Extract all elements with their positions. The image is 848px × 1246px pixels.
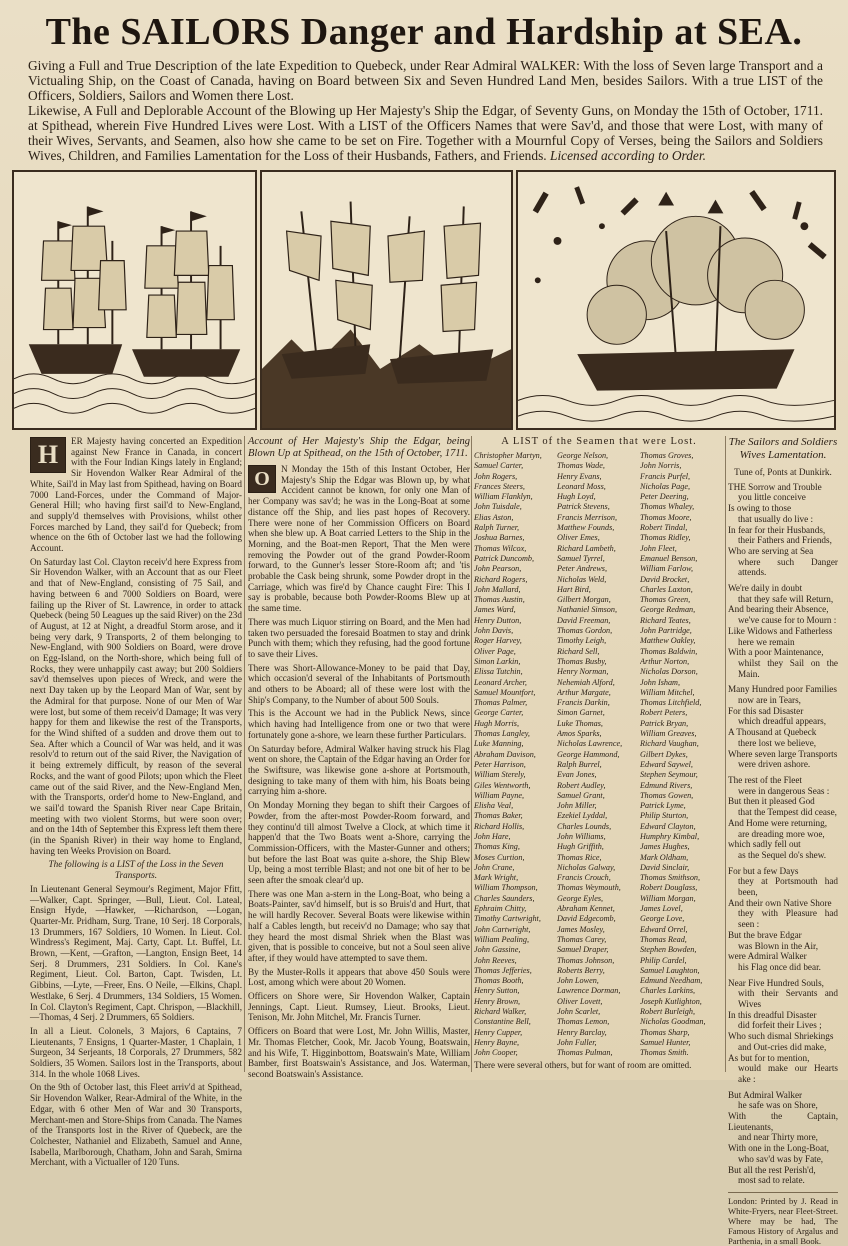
- verse-line: With a poor Maintenance,: [728, 647, 824, 658]
- verse-line: And bearing their Absence,: [728, 604, 829, 615]
- edgar-paragraph-2: There was much Liquor stirring on Board, and the Men had taken two persuaded the foresaid Boatmen to stay and drink Punch with them; which they refusing, had the good fortune to save their Lives.: [248, 616, 470, 659]
- seaman-name-a-23: Samuel Mountfort,: [474, 687, 536, 697]
- officers-on-shore: Officers on Shore were, Sir Hovendon Walker, Captain Jennings, Capt. Lieut. Rumsey, Lieut. Brooks, Lieut. Tenison, Mr. John Mitchel, Mr. Francis Turner.: [248, 991, 470, 1023]
- verse-line: did forfeit their Lives ;: [738, 1020, 822, 1031]
- verse-line: that the Tempest did cease,: [738, 807, 837, 818]
- seaman-name-b-34: John Miller,: [557, 801, 597, 811]
- seaman-name-c-12: David Brocket,: [640, 574, 690, 584]
- verse-line: with their Servants and Wives: [738, 988, 838, 1010]
- seaman-name-a-44: Ephraim Chitty,: [474, 904, 527, 914]
- seaman-name-a-45: Timothy Cartwright,: [474, 914, 541, 924]
- seaman-name-b-33: Samuel Grant,: [557, 790, 605, 800]
- seaman-name-b-50: Roberts Berry,: [557, 965, 605, 975]
- seaman-name-a-30: Peter Harrison,: [474, 759, 526, 769]
- seaman-name-a-5: John Tuisdale,: [474, 502, 522, 512]
- seaman-name-c-51: Edmund Needham,: [640, 976, 703, 986]
- seaman-name-c-50: Samuel Laughton,: [640, 965, 700, 975]
- officers-lost: Officers on Board that were Lost, Mr. John Willis, Master, Mr. Thomas Fletcher, Cook, Mr. Jacob Young, Boatswain, and his Wife, T. Higginbottom, Boatswain's Mate, William Bamber, first Boatswain's Assistance, and Jos. Waterman, second Boatswain's Assistance.: [248, 1026, 470, 1079]
- seaman-name-c-37: Humphry Kimbal,: [640, 831, 700, 841]
- seaman-name-c-16: Richard Teates,: [640, 615, 691, 625]
- seaman-name-c-27: William Greaves,: [640, 729, 697, 739]
- verse-line: were driven ashore.: [738, 759, 811, 770]
- seaman-name-b-27: Amos Sparks,: [557, 729, 602, 739]
- verse-line: that they safe will Return,: [738, 593, 834, 604]
- seaman-name-b-25: Simon Garnet,: [557, 708, 605, 718]
- verse-line: With one in the Long-Boat,: [728, 1143, 829, 1154]
- seaman-name-b-7: Matthew Founds,: [557, 523, 615, 533]
- verse-line: were Admiral Walker: [728, 951, 807, 962]
- seaman-name-b-40: Nicholas Galway,: [557, 862, 616, 872]
- expedition-paragraph-1-text: ER Majesty having concerted an Expedition against New France in Canada, in concert with the Four Indian Kings lately in England; Sir Hovendon Walker Rear Admiral of the White, Sail'd in May last from Spithead, having on Board 7000 Land-Forces, under the Command of Major-General Hill; who having first sail'd to New-England, and supply'd themselves with Provisions, whilst other Forces marched by Land, they sail'd for Quebeck; from whence on the 6th of October last we had the following Account.: [30, 436, 242, 554]
- seaman-name-c-38: James Hughes,: [640, 842, 690, 852]
- column-rule-1: [244, 436, 245, 1072]
- seaman-name-b-23: Arthur Margate,: [557, 687, 611, 697]
- seaman-name-a-26: Hugh Morris,: [474, 718, 520, 728]
- seaman-name-c-53: Joseph Kutlighton,: [640, 996, 702, 1006]
- seaman-name-a-13: John Mallard,: [474, 584, 521, 594]
- seaman-name-a-28: Luke Manning,: [474, 739, 524, 749]
- seaman-name-b-58: Thomas Pulman,: [557, 1048, 613, 1058]
- seaman-name-b-30: Ralph Burrel,: [557, 759, 602, 769]
- seaman-name-a-48: John Gassine,: [474, 945, 521, 955]
- seaman-name-c-57: Samuel Hunter,: [640, 1037, 691, 1047]
- seaman-name-c-34: Patrick Lyme,: [640, 801, 686, 811]
- seaman-name-a-56: Henry Cupper,: [474, 1027, 523, 1037]
- verse-line: were in dangerous Seas :: [738, 785, 830, 796]
- verse-line: which sadly fell out: [728, 839, 801, 850]
- seaman-name-c-18: Matthew Oakley,: [640, 636, 696, 646]
- seaman-name-a-53: Henry Brown,: [474, 996, 521, 1006]
- seaman-name-b-14: Gilbert Morgan,: [557, 595, 611, 605]
- seaman-name-c-28: Richard Vaughan,: [640, 739, 699, 749]
- seaman-name-a-22: Leonard Archer,: [474, 677, 527, 687]
- seaman-name-a-15: James Ward,: [474, 605, 516, 615]
- seaman-name-a-34: Elisha Veal,: [474, 801, 514, 811]
- verse-line: With the Captain, Lieutenants,: [728, 1111, 838, 1132]
- verse-line: Like Widows and Fatherless: [728, 625, 833, 636]
- seaman-name-a-42: William Thompson,: [474, 883, 538, 893]
- seaman-name-c-40: David Sinclair,: [640, 862, 690, 872]
- seaman-name-a-52: Henry Sutton,: [474, 986, 520, 996]
- seaman-name-a-50: Thomas Jefferies,: [474, 965, 532, 975]
- column-rule-3: [725, 436, 726, 1072]
- seaman-name-a-12: Richard Rogers,: [474, 574, 528, 584]
- seamen-names-column-1: [474, 451, 554, 1059]
- verse-line: now are in Tears,: [738, 695, 801, 706]
- edgar-paragraph-8: By the Muster-Rolls it appears that above 450 Souls were Lost, among which were about 20 Women.: [248, 966, 470, 988]
- seaman-name-c-55: Nicholas Goodman,: [640, 1017, 706, 1027]
- seaman-name-a-46: John Cartwright,: [474, 924, 531, 934]
- seaman-name-c-39: Mark Oldham,: [640, 852, 689, 862]
- seamen-names-column-3: [640, 451, 720, 1059]
- seaman-name-a-49: John Reeves,: [474, 955, 517, 965]
- seaman-name-c-48: Stephen Bowden,: [640, 945, 697, 955]
- seaman-name-b-9: Richard Lambeth,: [557, 543, 616, 553]
- edgar-paragraph-1-text: N Monday the 15th of this Instant October, Her Majesty's Ship the Edgar was Blown up, by what Accident cannot be known, for only one Man of her Company was sav'd; he was in the Long-Boat at some distance off the Ship, and lies past hopes of Recovery. There were none of her Commission Officers on Board when she blew up. A Boat carried Letters to the Ship in the Morning, and the Boat-men Report, That the Men were removing the Powder out of the grand Powder-Room forward, to the Gunner's lesser Store-Room aft; and 'tis probable the Cask being shrunk, some Powder dropt in the Carriage, which was fire'd by Chance caught Fire: This I say is probable, because both Powder-Rooms Blew up at the same time.: [248, 464, 470, 614]
- lamentation-stanza-1: [728, 583, 838, 679]
- edgar-paragraph-1: [248, 464, 470, 614]
- seaman-name-a-4: William Flanklyn,: [474, 492, 533, 502]
- seaman-name-c-15: George Redman,: [640, 605, 696, 615]
- seaman-name-a-39: Moses Curtion,: [474, 852, 525, 862]
- verse-line: which dreadful appears,: [738, 716, 827, 727]
- seaman-name-c-44: James Lovel,: [640, 904, 683, 914]
- verse-line: In fear for their Husbands,: [728, 524, 826, 535]
- seaman-name-a-9: Thomas Wilcox,: [474, 543, 527, 553]
- verse-line: his Flag once did bear.: [738, 961, 821, 972]
- seaman-name-a-32: Giles Wentworth,: [474, 780, 531, 790]
- seamen-list-footer: There were several others, but for want of room are omitted.: [474, 1059, 692, 1070]
- verse-line: here we remain: [738, 636, 795, 647]
- seaman-name-c-33: Thomas Gowen,: [640, 790, 694, 800]
- edgar-paragraph-5: On Saturday before, Admiral Walker having struck his Flag went on shore, the Captain of the Edgar having an Order for the Swiftsure, was likewise gone a-shore at Portsmouth, designing to take many of them with him, his Boats being carrying him a-shore.: [248, 743, 470, 797]
- seaman-name-a-0: Christopher Martyn,: [474, 451, 542, 460]
- seaman-name-b-16: David Freeman,: [557, 615, 611, 625]
- printer-imprint: London: Printed by J. Read in White-Fryers, near Fleet-Street. Where may be had, The Famous History of Argalus and Parthenia, in a small Book.: [728, 1192, 838, 1246]
- verse-line: Who such dismal Shriekings: [728, 1031, 834, 1042]
- verse-line: who sav'd was by Fate,: [738, 1153, 824, 1164]
- seaman-name-a-41: Mark Wright,: [474, 873, 519, 883]
- seaman-name-c-7: Robert Tindal,: [640, 523, 688, 533]
- verse-line: For but a few Days: [728, 865, 799, 876]
- seaman-name-c-2: Francis Purfel,: [640, 471, 691, 481]
- seaman-name-b-46: James Mosley,: [557, 924, 605, 934]
- seaman-name-c-56: Thomas Sharp,: [640, 1027, 690, 1037]
- verse-line: there lost we believe,: [738, 737, 817, 748]
- edgar-paragraph-4: This is the Account we had in the Publick News, since which having had Intelligence from one or two that were fortunately gone a-shore, we learn these further Particulars.: [248, 708, 470, 740]
- verse-line: Who are serving at Sea: [728, 545, 814, 556]
- seaman-name-c-29: Gilbert Dykes,: [640, 749, 688, 759]
- seaman-name-c-31: Stephen Seymour,: [640, 770, 698, 780]
- seaman-name-b-57: John Fuller,: [557, 1037, 597, 1047]
- page-title: The SAILORS Danger and Hardship at SEA.: [45, 11, 803, 53]
- seaman-name-a-27: Thomas Langley,: [474, 729, 530, 739]
- seaman-name-b-53: Oliver Lovett,: [557, 996, 603, 1006]
- seaman-name-c-58: Thomas Smith.: [640, 1048, 689, 1058]
- seaman-name-c-42: Robert Douglass,: [640, 883, 698, 893]
- seaman-name-b-37: John Williams,: [557, 831, 606, 841]
- seaman-name-a-54: Richard Walker,: [474, 1007, 527, 1017]
- verse-line: But Admiral Walker: [728, 1089, 803, 1100]
- lamentation-title: The Sailors and Soldiers Wives Lamentation.: [728, 436, 838, 461]
- seaman-name-c-49: Philip Cardel,: [640, 955, 687, 965]
- seaman-name-c-8: Thomas Ridley,: [640, 533, 691, 543]
- seaman-name-c-17: John Partridge,: [640, 626, 692, 636]
- seaman-name-a-37: John Hare,: [474, 831, 511, 841]
- verse-line: We're daily in doubt: [728, 583, 803, 594]
- seaman-name-c-46: Edward Orrel,: [640, 924, 688, 934]
- seaman-name-a-19: Oliver Page,: [474, 646, 516, 656]
- seaman-name-a-2: John Rogers,: [474, 471, 518, 481]
- seaman-name-b-20: Thomas Busby,: [557, 656, 607, 666]
- fleet-arrival-paragraph: On the 9th of October last, this Fleet arriv'd at Spithead, Sir Hovendon Walker, Rear-Admiral of the White, in the Edgar, with 6 other Men of War and 30 Transports, Merchant-men and Store-Ships from Canada. The Names of the Transports lost in the River of Quebeck, are the Colchester, Nathaniel and Elizabeth, Samuel and Anne, Isabella, Marlborough, Chatham, John and Sarah, Smirna Merchant, with a Victualler of 120 Tuns.: [30, 1082, 242, 1168]
- seaman-name-a-57: Henry Bayne,: [474, 1037, 520, 1047]
- seaman-name-a-6: Elias Aston,: [474, 512, 514, 522]
- seaman-name-c-26: Patrick Bryan,: [640, 718, 689, 728]
- verse-line: As but for to mention,: [728, 1052, 810, 1063]
- verse-line: But the brave Edgar: [728, 929, 802, 940]
- seaman-name-b-42: Thomas Weymouth,: [557, 883, 621, 893]
- seaman-name-b-6: Francis Merrison,: [557, 512, 618, 522]
- column-seamen-list: [474, 436, 724, 1070]
- verse-line: and Out-cries did make,: [738, 1041, 827, 1052]
- edgar-heading: Account of Her Majesty's Ship the Edgar, being Blown Up at Spithead, on the 15th of October, 1711.: [248, 436, 470, 459]
- seaman-name-b-0: George Nelson,: [557, 451, 609, 460]
- column-edgar-account: [248, 436, 470, 1083]
- seaman-name-c-32: Edmund Rivers,: [640, 780, 693, 790]
- seamen-names-grid: [474, 451, 724, 1059]
- seaman-name-a-33: William Payne,: [474, 790, 525, 800]
- verse-line: was Blown in the Air,: [738, 940, 819, 951]
- seaman-name-b-31: Evan Jones,: [557, 770, 597, 780]
- seaman-name-a-51: Thomas Booth,: [474, 976, 524, 986]
- seaman-name-a-17: John Davis,: [474, 626, 514, 636]
- seaman-name-a-1: Samuel Carter,: [474, 461, 524, 471]
- seaman-name-a-40: John Crane,: [474, 862, 515, 872]
- seaman-name-c-11: William Farlow,: [640, 564, 694, 574]
- verse-line: In this dreadful Disaster: [728, 1009, 817, 1020]
- seamen-names-column-2: [557, 451, 637, 1059]
- seaman-name-c-35: Philip Sturton,: [640, 811, 689, 821]
- woodcut-fleet-icon: [12, 170, 257, 430]
- seaman-name-c-13: Charles Laxton,: [640, 584, 693, 594]
- verse-line: they at Portsmouth had been,: [738, 876, 838, 898]
- seaman-name-b-13: Hart Bird,: [557, 584, 591, 594]
- seaman-name-c-43: William Morgan,: [640, 893, 696, 903]
- seaman-name-c-4: Peter Deering,: [640, 492, 689, 502]
- seaman-name-c-21: Nicholas Dorson,: [640, 667, 698, 677]
- seaman-name-a-14: Thomas Austin,: [474, 595, 525, 605]
- seaman-name-a-25: George Carter,: [474, 708, 524, 718]
- seamen-list-heading: A LIST of the Seamen that were Lost.: [501, 436, 697, 447]
- verse-line: The rest of the Fleet: [728, 774, 802, 785]
- seaman-name-c-5: Thomas Whaley,: [640, 502, 695, 512]
- seaman-name-b-18: Timothy Leigh,: [557, 636, 607, 646]
- verse-line: you little conceive: [738, 492, 806, 503]
- seaman-name-b-3: Leonard Moss,: [557, 481, 606, 491]
- seaman-name-a-3: Frances Steers,: [474, 481, 525, 491]
- seaman-name-c-14: Thomas Green,: [640, 595, 691, 605]
- seaman-name-b-38: Hugh Griffith,: [557, 842, 604, 852]
- edgar-paragraph-7: There was one Man a-stern in the Long-Boat, who being a Boats-Painter, sav'd himself, but is so Bruis'd and Hurt, that he will hardly Recover. Several Boats were likewise within half a Cables length, but receiv'd no Damage; who say that they heard the most dismal Shriek when the Blast was given, that is possible to conceive, but not a Soul seen alive after, if they would have attempted to save them.: [248, 888, 470, 963]
- seaman-name-b-43: George Eyles,: [557, 893, 604, 903]
- verse-line: A Thousand at Quebeck: [728, 727, 817, 738]
- verse-line: would make our Hearts ake :: [738, 1063, 838, 1084]
- seaman-name-c-52: Charles Larkins,: [640, 986, 696, 996]
- subtitle-block: [28, 58, 823, 163]
- verse-line: But all the rest Perish'd,: [728, 1164, 816, 1175]
- seaman-name-b-41: Francis Crouch,: [557, 873, 611, 883]
- column-lamentation: [728, 436, 838, 1246]
- verse-line: we've cause for to Mourn :: [738, 615, 837, 626]
- seaman-name-c-25: Robert Peters,: [640, 708, 688, 718]
- seaman-name-b-55: Thomas Lemon,: [557, 1017, 610, 1027]
- transport-loss-totals: In all a Lieut. Colonels, 3 Majors, 6 Captains, 7 Lieutenants, 7 Ensigns, 1 Quarter-Master, 1 Chaplain, 1 Surgeon, 34 Serjeants, 18 Corporals, 27 Drummers, 582 Soldiers, 35 Women. Sailors lost in the Transports, about 314. In the whole 1068 Lives.: [30, 1025, 242, 1079]
- seaman-name-c-0: Thomas Groves,: [640, 451, 694, 460]
- seaman-name-a-24: Thomas Palmer,: [474, 698, 528, 708]
- seaman-name-b-54: John Scarlet,: [557, 1007, 601, 1017]
- seaman-name-a-29: Abraham Davison,: [474, 749, 536, 759]
- subtitle-line-2-text: Likewise, A Full and Deplorable Account of the Blowing up Her Majesty's Ship the Edgar, of Seventy Guns, on Monday the 15th of October, 1711. at Spithead, wherein Five Hundred Lives were Lost. With a LIST of the Officers Names that were Sav'd, and those that were Lost, with many of their Wives, Servants, and Seamen, also how she came to be set on Fire. Together with a Mournful Copy of Verses, being the Sailors and Soldiers Wives, Children, and Families Lamentation for the Loss of their Husbands, Fathers, and Friends.: [28, 103, 823, 163]
- seaman-name-b-49: Thomas Johnson,: [557, 955, 615, 965]
- seaman-name-a-16: Henry Dutton,: [474, 615, 522, 625]
- verse-line: For this sad Disaster: [728, 705, 804, 716]
- seaman-name-c-20: Arthur Norton,: [640, 656, 690, 666]
- verse-line: Is owing to those: [728, 503, 792, 514]
- seaman-name-b-48: Samuel Draper,: [557, 945, 609, 955]
- seaman-name-c-10: Emanuel Benson,: [640, 553, 698, 563]
- seaman-name-a-8: Joshua Barnes,: [474, 533, 525, 543]
- seaman-name-a-18: Roger Harvey,: [474, 636, 522, 646]
- seaman-name-b-22: Nehemiah Alford,: [557, 677, 615, 687]
- edgar-paragraph-6: On Monday Morning they began to shift their Cargoes of Powder, from the after-most Powder-Room forward, and they continu'd till almost Twelve a Clock, at which time it happen'd that the Two Boats went a-Shore, carrying the Commission-Officers, with the Master-Gunner and others; but before the last Boat was quite a-shore, the Ship Blew Up, being a most terrible Blast; and not one bit of her to be seen after the smoak clear'd up.: [248, 800, 470, 886]
- seaman-name-b-45: David Edgecomb,: [557, 914, 616, 924]
- seaman-name-b-12: Nicholas Weld,: [557, 574, 607, 584]
- verse-line: where such Danger attends.: [738, 556, 838, 578]
- seaman-name-c-19: Thomas Baldwin,: [640, 646, 698, 656]
- seaman-name-c-30: Edward Saywel,: [640, 759, 693, 769]
- verse-line: And their own Native Shore: [728, 897, 832, 908]
- lamentation-verses: [728, 482, 838, 1186]
- subtitle-line-2: [28, 103, 823, 163]
- lamentation-stanza-2: [728, 684, 838, 770]
- seaman-name-b-19: Richard Sell,: [557, 646, 600, 656]
- seaman-name-b-15: Nathaniel Simson,: [557, 605, 618, 615]
- seaman-name-c-47: Thomas Read,: [640, 934, 687, 944]
- seaman-name-b-1: Thomas Wade,: [557, 461, 605, 471]
- licensed-note: Licensed according to Order.: [550, 148, 706, 163]
- verse-line: that usually do live :: [738, 513, 814, 524]
- lamentation-stanza-6: [728, 1090, 838, 1186]
- lamentation-stanza-4: [728, 866, 838, 973]
- seaman-name-b-5: Patrick Stevens,: [557, 502, 610, 512]
- column-rule-2: [471, 436, 472, 1072]
- seaman-name-b-51: John Lowen,: [557, 976, 599, 986]
- seaman-name-c-1: John Norris,: [640, 461, 682, 471]
- transport-loss-heading: The following is a LIST of the Loss in the Seven Transports.: [48, 859, 224, 881]
- seaman-name-a-55: Constantine Bell,: [474, 1017, 531, 1027]
- seaman-name-b-28: Nicholas Lawrence,: [557, 739, 623, 749]
- seaman-name-b-4: Hugh Loyd,: [557, 492, 596, 502]
- seaman-name-b-39: Thomas Rice,: [557, 852, 602, 862]
- seaman-name-c-41: Thomas Smithson,: [640, 873, 701, 883]
- seaman-name-c-23: William Mitchel,: [640, 687, 695, 697]
- verse-line: are dreading more woe,: [738, 828, 825, 839]
- seaman-name-c-24: Thomas Litchfield,: [640, 698, 702, 708]
- seaman-name-a-43: Charles Saunders,: [474, 893, 535, 903]
- seaman-name-b-44: Abraham Kennet,: [557, 904, 615, 914]
- seaman-name-a-11: John Pearson,: [474, 564, 522, 574]
- seaman-name-c-45: George Love,: [640, 914, 685, 924]
- seaman-name-b-21: Henry Norman,: [557, 667, 609, 677]
- verse-line: But then it pleased God: [728, 796, 815, 807]
- subtitle-line-1: Giving a Full and True Description of the late Expedition to Quebeck, under Rear Admiral WALKER: With the loss of Seven large Transport and a Victualing Ship, on the Coast of Canada, having on Board between Six and Seven Hundred Land Men, besides Sailors. With a true LIST of the Officers, Soldiers, Sailors and Women there Lost.: [28, 58, 823, 103]
- seaman-name-b-11: Peter Andrews,: [557, 564, 608, 574]
- seaman-name-a-21: Elissa Tutchin,: [474, 667, 523, 677]
- seaman-name-b-10: Samuel Tyrrel,: [557, 553, 605, 563]
- seaman-name-c-6: Thomas Moore,: [640, 512, 692, 522]
- seaman-name-b-56: Henry Barclay,: [557, 1027, 607, 1037]
- verse-line: as the Sequel do's shew.: [738, 849, 827, 860]
- lamentation-tune: Tune of, Ponts at Dunkirk.: [734, 467, 832, 477]
- seaman-name-b-8: Oliver Emes,: [557, 533, 600, 543]
- expedition-paragraph-2: On Saturday last Col. Clayton receiv'd here Express from Sir Hovendon Walker, with an Account that as our Fleet and that of New-England, consisting of 75 Sail, and having between 6 and 7000 Soldiers on Board, were failing up the River of St. Lawrence, in order to attack Quebeck (being 50 Leagues up the said River) on the 23d of August, at 12 at Night, a dreadful Storm arose, and it being very dark, 9 Transports, 2 of them belonging to New-England, with 900 Soldiers on Board, were drove on Egg-Island, on the North-shore, which being full of Rocks, they were unhappily cast away; but 200 Soldiers sav'd themselves upon pieces of Wreck, and were the next Day taken up by the Leopard Man of War, sent by the Admiral for that purpose. None of our Men of War were lost, but some of them receiv'd Damage; It was very happy for them and likewise the rest of the Transports, for the Wind shifted of a sudden and drove them out to Sea. After which a Council of War was held, and it was resolv'd to return out of the said River, the Navigation of it being extremely difficult, by reason of the several Rocks, and the want of good Pilots; upon which the Fleet came out of the said River, and the New-England Men, with the Transports, order'd home to New-England, and we sail'd toward the Spanish River near Cape Britain, meeting with two violent Storms, but were soon over; and on the 14th of September this Express left them there (in the Spanish River) in their way home to England, having ten Weeks Provision on Board.: [30, 556, 242, 856]
- seaman-name-a-58: John Cooper,: [474, 1048, 518, 1058]
- seaman-name-b-17: Thomas Gordon,: [557, 626, 613, 636]
- verse-line: whilst they Sail on the Main.: [738, 657, 838, 679]
- verse-line: THE Sorrow and Trouble: [728, 481, 822, 492]
- expedition-paragraph-1: [30, 436, 242, 554]
- seaman-name-b-29: George Hammond,: [557, 749, 620, 759]
- seaman-name-c-3: Nicholas Page,: [640, 481, 691, 491]
- seaman-name-c-36: Edward Clayton,: [640, 821, 696, 831]
- seaman-name-c-9: John Fleet,: [640, 543, 677, 553]
- verse-line: their Fathers and Friends,: [738, 535, 832, 546]
- verse-line: and near Thirty more,: [738, 1132, 818, 1143]
- seaman-name-b-47: Thomas Carey,: [557, 934, 607, 944]
- verse-line: Many Hundred poor Families: [728, 684, 837, 695]
- transport-loss-list: In Lieutenant General Seymour's Regiment, Major Ffitt, —Walker, Capt. Springer, —Bull, Lieut. Col. Lateal, Ensign Hyde, —Hawker, —Richardson, —Logan, Quarter-Mr. Pridham, Surg. Trane, 10 Serj. 18 Corporals, 13 Drummers, 167 Soldiers, 10 Women. In Lieut. Col. Windress's Regiment, Maj. Carty, Capt. Lt. Buffel, Lt. Brown, —Kent, —Grafton, —Langton, Ensign Beet, 14 Serj. 8 Drummers, 231 Soldiers. In Col. Kane's Regiment, Lieut. Col. Barton, Capt. Twisden, Lt. Gibbins, —Lyte, —Freer, Ens. O Neile, —Elkins, Chapl. Westlake, 6 Serj. 4 Drummers, 134 Soldiers, 15 Women. In Col. Clayton's Regiment, Capt. Chrispon, —Blackhill, —Thomas, 4 Serj. 2 Drummers, 65 Soldiers.: [30, 883, 242, 1023]
- seaman-name-a-7: Ralph Turner,: [474, 523, 520, 533]
- seaman-name-a-36: Richard Hollis,: [474, 821, 525, 831]
- seaman-name-b-52: Lawrence Dorman,: [557, 986, 621, 996]
- seaman-name-b-24: Francis Darkin,: [557, 698, 610, 708]
- lamentation-stanza-3: [728, 775, 838, 861]
- verse-line: most sad to relate.: [738, 1175, 805, 1186]
- seaman-name-b-2: Henry Evans,: [557, 471, 602, 481]
- verse-line: Near Five Hundred Souls,: [728, 977, 824, 988]
- seaman-name-b-32: Robert Audley,: [557, 780, 606, 790]
- verse-line: Where seven large Transports: [728, 748, 838, 759]
- seaman-name-c-22: John Isham,: [640, 677, 681, 687]
- column-expedition-account: [30, 436, 242, 1171]
- lamentation-stanza-5: [728, 978, 838, 1085]
- seaman-name-a-20: Simon Larkin,: [474, 656, 521, 666]
- seaman-name-c-54: Robert Burleigh,: [640, 1007, 696, 1017]
- seaman-name-b-26: Luke Thomas,: [557, 718, 603, 728]
- seaman-name-b-36: Charles Lounds,: [557, 821, 612, 831]
- edgar-paragraph-3: There was Short-Allowance-Money to be paid that Day, which occasion'd several of the Inhabitants of Portsmouth and others to be Aboard; all of these were lost with the Ship's Company, to the Number of about 500 Souls.: [248, 662, 470, 705]
- verse-line: they with Pleasure had seen :: [738, 908, 838, 930]
- verse-line: And Home were returning,: [728, 817, 827, 828]
- lamentation-stanza-0: [728, 482, 838, 578]
- dropcap-o: O: [248, 465, 276, 493]
- dropcap-h: H: [30, 437, 66, 473]
- woodcut-wrecked-ships-icon: [260, 170, 513, 430]
- seaman-name-a-10: Patrick Duncomb,: [474, 553, 535, 563]
- verse-line: he safe was on Shore,: [738, 1100, 818, 1111]
- woodcut-exploding-ship-icon: [516, 170, 836, 430]
- seaman-name-b-35: Ezekiel Lyddal,: [557, 811, 608, 821]
- seaman-name-a-31: William Sterely,: [474, 770, 526, 780]
- seaman-name-a-38: Thomas King,: [474, 842, 520, 852]
- seaman-name-a-47: William Pealing,: [474, 934, 530, 944]
- seaman-name-a-35: Thomas Baker,: [474, 811, 523, 821]
